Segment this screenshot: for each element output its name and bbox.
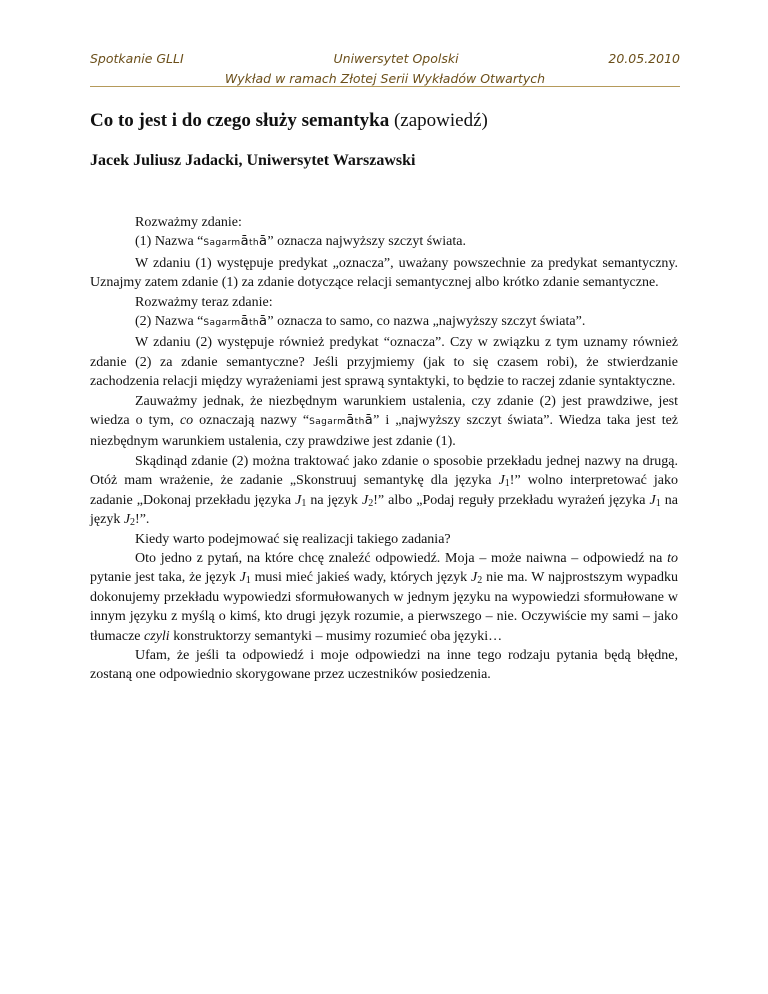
paragraph-6: W zdaniu (2) występuje również predykat “oznacza”. Czy w związku z tym uznamy również zdanie (2) za zdanie semantyczne? Jeśli przyjmiemy (jak to się czasem robi), że stwierdzanie zachodzenia relacji między wyrażeniami jest sprawą syntaktyki, to będzie to raczej zdanie syntaktyczne. [90,335,678,390]
header-university: Uniwersytet Opolski [333,51,459,66]
text-span: nie ma. W najprostszym wypadku dokonujemy przekładu wypowiedzi sformułowanych w jednym języku na wypowiedzi sformułowane w innym języku z myślą o kimś, kto drugi język rozumie, a pierwszego – nie. Oczywiście my sami – jako tłumacze [90,570,678,644]
italic-word: czyli [144,628,170,644]
paragraph-4: Rozważmy teraz zdanie: [135,294,273,310]
language-index: 1 [655,497,661,509]
text-span: pytanie jest taka, że język [90,570,240,586]
language-index: 2 [368,497,374,509]
paragraph-3: W zdaniu (1) występuje predykat „oznacza”, uważany powszechnie za predykat semantyczny. Uznajmy zatem zdanie (1) za zdanie dotyczące relacji semantycznej albo krótko zdanie semantyczne. [90,255,678,291]
document-body [90,213,678,685]
text-span: !” wolno interpretować jako zadanie „Dokonaj przekładu języka [90,473,678,508]
paragraph-1: Rozważmy zdanie: [135,215,242,230]
language-index: 1 [504,478,510,490]
author-line: Jacek Juliusz Jadacki, Uniwersytet Warszawski [90,152,416,169]
language-symbol: J [498,473,505,489]
text-span: konstruktorzy semantyki – musimy rozumieć oba języki… [169,628,503,644]
title-paren: (zapowiedź) [393,110,488,131]
text-span: na język [90,492,678,528]
language-index: 1 [245,575,251,587]
paragraph-10 [90,549,678,646]
text-span: oznaczają nazwy “ [193,413,310,429]
italic-word: to [667,550,678,566]
term-part: ā [240,234,249,250]
language-index: 1 [301,497,307,509]
term-sagarmatha [203,234,268,250]
paragraph-8 [90,452,678,530]
text-span: (1) Nazwa “ [135,234,204,250]
language-symbol: J [239,570,246,586]
text-span: ” oznacza najwyższy szczyt świata. [267,234,466,250]
term-part: ā [259,234,268,250]
language-index: 2 [130,517,136,529]
paragraph-9: Kiedy warto podejmować się realizacji takiego zadania? [135,531,451,547]
term-part: ā [346,413,355,429]
term-sagarmatha [203,314,268,330]
text-span: !” albo „Podaj reguły przekładu wyrażeń języka [373,492,650,508]
text-span: na język [306,492,362,508]
term-part: ā [259,314,268,330]
term-part: Sagarm [203,238,241,249]
term-sagarmatha [309,413,374,429]
term-part: Sagarm [309,417,347,428]
language-symbol: J [123,512,131,528]
term-part: ā [240,314,249,330]
paragraph-5 [90,312,678,333]
page-header [90,51,680,86]
header-event: Spotkanie GLLI [90,51,184,66]
document-title [90,110,690,132]
paragraph-11: Ufam, że jeśli ta odpowiedź i moje odpowiedzi na inne tego rodzaju pytania będą błędne, zostaną one odpowiednio skorygowane przez uczestników posiedzenia. [90,647,678,683]
language-index: 2 [477,575,483,587]
term-part: th [354,417,365,428]
language-symbol: J [361,492,369,508]
italic-word: co [179,413,194,429]
language-symbol: J [471,570,478,586]
language-symbol: J [649,492,656,508]
paragraph-7 [90,392,678,452]
text-span: Skądinąd zdanie (2) można traktować jako zdanie o sposobie przekładu jednej nazwy na drugą. Otóż mam wrażenie, że zadanie „Skonstruuj semantykę dla języka [90,453,678,489]
text-span: Zauważmy jednak, że niezbędnym warunkiem ustalenia, czy zdanie (2) jest prawdziwe, jest wiedza o tym, [90,393,678,429]
header-date: 20.05.2010 [608,51,680,66]
term-part: th [248,318,259,329]
term-part: th [248,238,259,249]
paragraph-2 [90,232,678,253]
text-span: musi mieć jakieś wady, których język [250,570,471,586]
text-span: (2) Nazwa “ [135,314,204,330]
term-part: ā [364,413,374,429]
header-subtitle: Wykład w ramach Złotej Serii Wykładów Otwartych [224,71,546,86]
title-main: Co to jest i do czego służy semantyka [90,110,390,131]
language-symbol: J [295,492,302,508]
header-divider [90,86,680,87]
term-part: Sagarm [203,318,241,329]
text-span: Oto jedno z pytań, na które chcę znaleźć odpowiedź. Moja – może naiwna – odpowiedź na [135,550,668,566]
text-span: ” i „najwyższy szczyt świata”. Wiedza taka jest też niezbędnym warunkiem ustalenia, czy prawdziwe jest zdanie (1). [90,413,679,450]
text-span: ” oznacza to samo, co nazwa „najwyższy szczyt świata”. [267,314,586,330]
text-span: !”. [135,512,150,528]
